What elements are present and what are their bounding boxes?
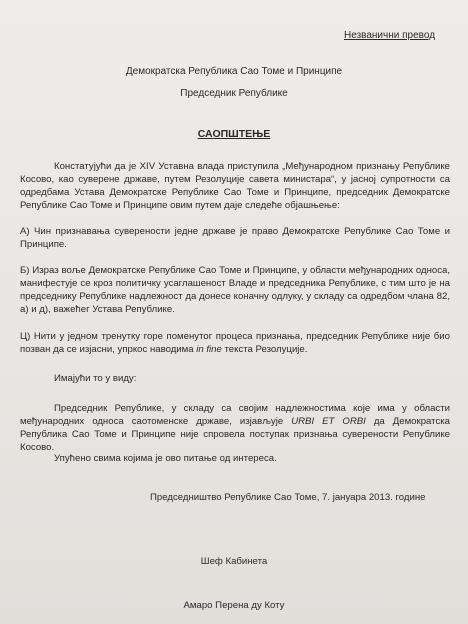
point-c-lead: Ц) Нити у једном тренутку горе поменутог процеса признања, председник Републике није био позван да се изјасни, упркос наводима <box>20 331 450 355</box>
decision-paragraph <box>20 402 450 454</box>
unofficial-translation-label: Незванични превод <box>344 30 436 41</box>
point-a-text: А) Чин признавања суверености једне државе је право Демократске Републике Сао Томе и Принципе. <box>20 226 450 250</box>
office-name: Председник Републике <box>180 88 288 99</box>
decision-italic: URBI ET ORBI <box>291 416 366 427</box>
decision-lead: Председник Републике, у складу са својим надлежностима које има у области међународних односа саотоменске државе, изјављује <box>20 403 450 427</box>
having-in-view-text: Имајући то у виду: <box>54 373 137 384</box>
point-c-tail: текста Резолуције. <box>221 344 308 355</box>
date-place-line: Председништво Републике Сао Томе, 7. јануара 2013. године <box>150 492 426 503</box>
document-title: САОПШТЕЊЕ <box>197 128 271 140</box>
point-b-paragraph <box>20 264 450 316</box>
having-in-view-paragraph <box>20 372 450 385</box>
point-c-italic: in fine <box>196 344 222 355</box>
intro-paragraph <box>20 160 450 212</box>
point-b-text: Б) Израз воље Демократске Републике Сао Томе и Принципе, у области међународних односа, манифестује се кроз политичку усаглашеност Владе и председника Републике, с тим што је на председнику Републике надлежност да донесе коначну одлуку, у складу са одредбом члана 82, а) и д), важећег Устава Републике. <box>20 265 450 315</box>
signatory-name: Амаро Перена ду Коту <box>183 600 285 611</box>
decision-tail: да Демократска Република Сао Томе и Принципе није спровела поступак признања суверености Републике Косово. <box>20 416 451 453</box>
intro-text: Констатујући да је XIV Уставна влада приступила „Међународном признању Републике Косово, као суверене државе, путем Резолуције савета министара“, у јасној супротности са одредбама Устава Демократске Републике Сао Томе и Принципе, председник Демократске Републике Сао Томе и Принципе овим путем даје следеће објашњење: <box>20 161 450 211</box>
point-c-paragraph <box>20 330 450 356</box>
signatory-role: Шеф Кабинета <box>200 556 268 567</box>
decision-text <box>20 402 450 454</box>
addressed-paragraph <box>20 452 450 465</box>
organization-name: Демократска Република Сао Томе и Принципе <box>125 66 343 77</box>
addressed-text: Упућено свима којима је ово питање од интереса. <box>54 453 277 464</box>
point-a-paragraph <box>20 225 450 251</box>
point-c-text <box>20 330 450 356</box>
